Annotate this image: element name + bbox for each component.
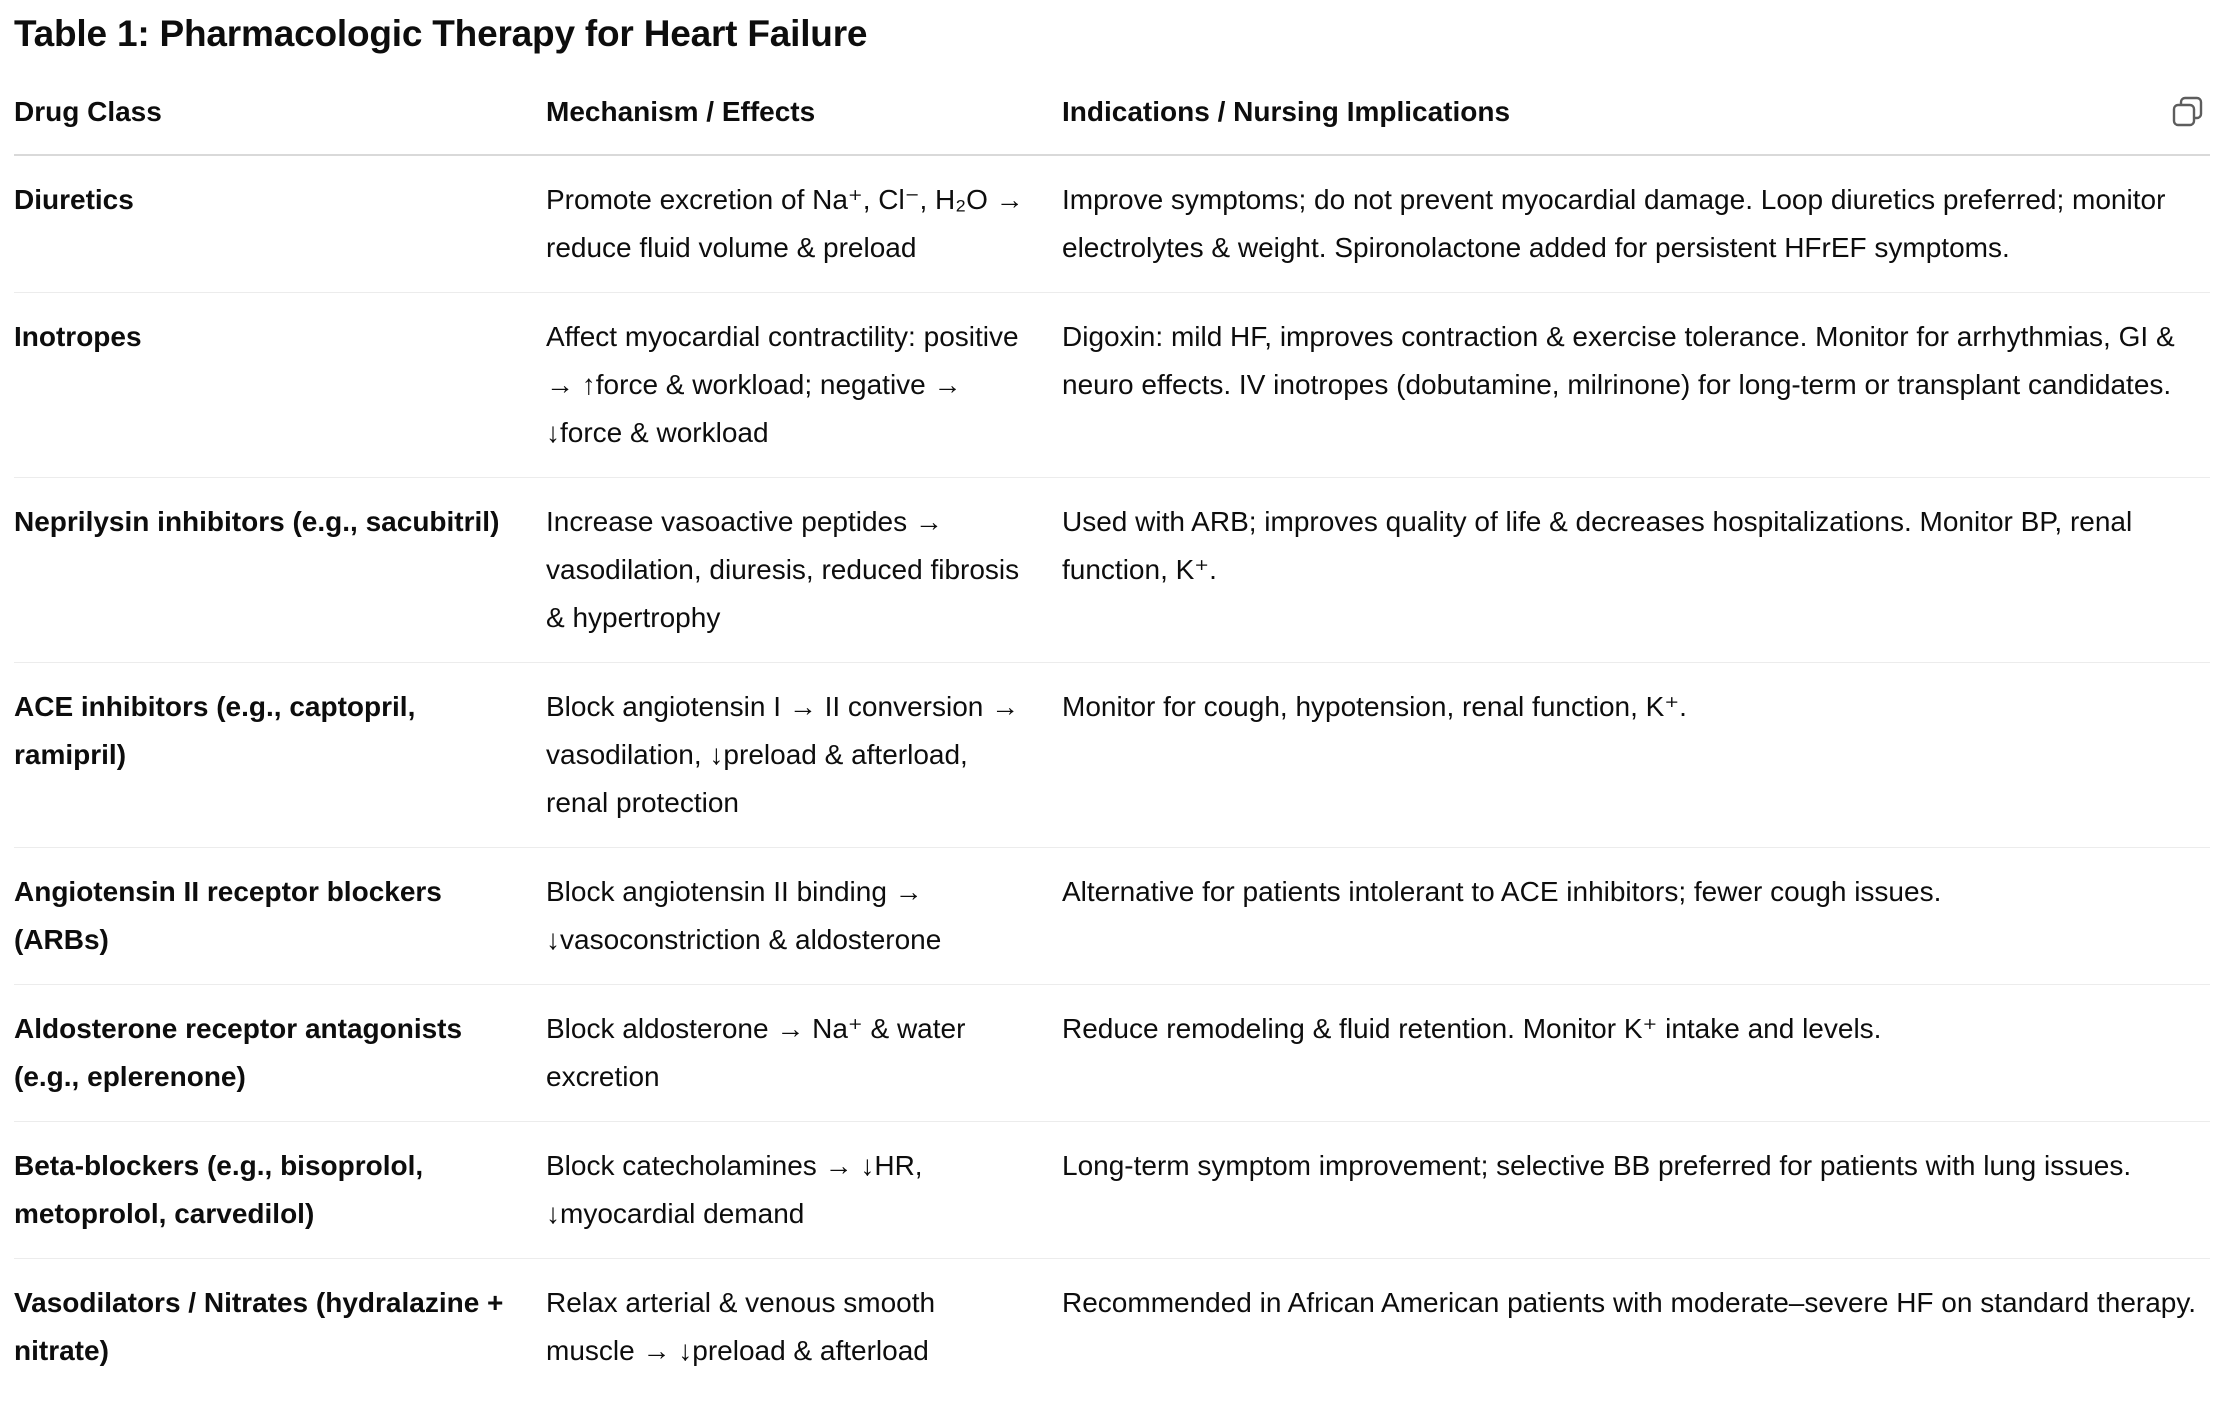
header-indications: Indications / Nursing Implications — [1062, 88, 2210, 155]
table-row — [14, 848, 2210, 985]
cell-drug-class: Inotropes — [14, 293, 546, 478]
cell-indications: Alternative for patients intolerant to ACE inhibitors; fewer cough issues. — [1062, 848, 2210, 985]
table-row — [14, 478, 2210, 663]
cell-indications: Used with ARB; improves quality of life & decreases hospitalizations. Monitor BP, renal function, K⁺. — [1062, 478, 2210, 663]
table-title: Table 1: Pharmacologic Therapy for Heart Failure — [14, 13, 868, 54]
cell-mechanism: Block angiotensin II binding → ↓vasoconstriction & aldosterone — [546, 848, 1062, 985]
cell-drug-class: Aldosterone receptor antagonists (e.g., eplerenone) — [14, 985, 546, 1122]
cell-indications: Long-term symptom improvement; selective BB preferred for patients with lung issues. — [1062, 1122, 2210, 1259]
copy-button[interactable] — [2166, 92, 2210, 136]
cell-mechanism: Affect myocardial contractility: positive → ↑force & workload; negative → ↓force & workload — [546, 293, 1062, 478]
table-container — [14, 88, 2210, 1395]
cell-mechanism: Promote excretion of Na⁺, Cl⁻, H₂O → reduce fluid volume & preload — [546, 155, 1062, 293]
table-row — [14, 985, 2210, 1122]
cell-mechanism: Block angiotensin I → II conversion → vasodilation, ↓preload & afterload, renal protection — [546, 663, 1062, 848]
cell-drug-class: Vasodilators / Nitrates (hydralazine + nitrate) — [14, 1287, 504, 1366]
cell-mechanism: Block aldosterone → Na⁺ & water excretion — [546, 985, 1062, 1122]
cell-drug-class: ACE inhibitors (e.g., captopril, ramipril) — [14, 663, 546, 848]
table-row — [14, 1259, 2210, 1396]
header-mechanism: Mechanism / Effects — [546, 88, 1062, 155]
cell-indications: Improve symptoms; do not prevent myocardial damage. Loop diuretics preferred; monitor electrolytes & weight. Spironolactone added for persistent HFrEF symptoms. — [1062, 155, 2210, 293]
header-drug-class: Drug Class — [14, 88, 546, 155]
cell-indications: Digoxin: mild HF, improves contraction & exercise tolerance. Monitor for arrhythmias, GI & neuro effects. IV inotropes (dobutamine, milrinone) for long-term or transplant candidates. — [1062, 293, 2210, 478]
table-row — [14, 155, 2210, 293]
cell-mechanism: Block catecholamines → ↓HR, ↓myocardial demand — [546, 1122, 1062, 1259]
therapy-table — [14, 88, 2210, 1395]
cell-indications: Recommended in African American patients with moderate–severe HF on standard therapy. — [1062, 1287, 2197, 1318]
cell-drug-class: Beta-blockers (e.g., bisoprolol, metoprolol, carvedilol) — [14, 1122, 546, 1259]
document — [14, 0, 2210, 1395]
cell-drug-class: Neprilysin inhibitors (e.g., sacubitril) — [14, 478, 546, 663]
cell-mechanism: Relax arterial & venous smooth muscle → ↓preload & afterload — [546, 1287, 936, 1366]
table-header-row — [14, 88, 2210, 155]
cell-indications: Reduce remodeling & fluid retention. Monitor K⁺ intake and levels. — [1062, 985, 2210, 1122]
cell-indications: Monitor for cough, hypotension, renal function, K⁺. — [1062, 663, 2210, 848]
table-row — [14, 663, 2210, 848]
cell-drug-class: Diuretics — [14, 155, 546, 293]
cell-drug-class: Angiotensin II receptor blockers (ARBs) — [14, 848, 546, 985]
table-row — [14, 1122, 2210, 1259]
table-row — [14, 293, 2210, 478]
cell-mechanism: Increase vasoactive peptides → vasodilation, diuresis, reduced fibrosis & hypertrophy — [546, 478, 1062, 663]
copy-icon — [2171, 95, 2205, 134]
